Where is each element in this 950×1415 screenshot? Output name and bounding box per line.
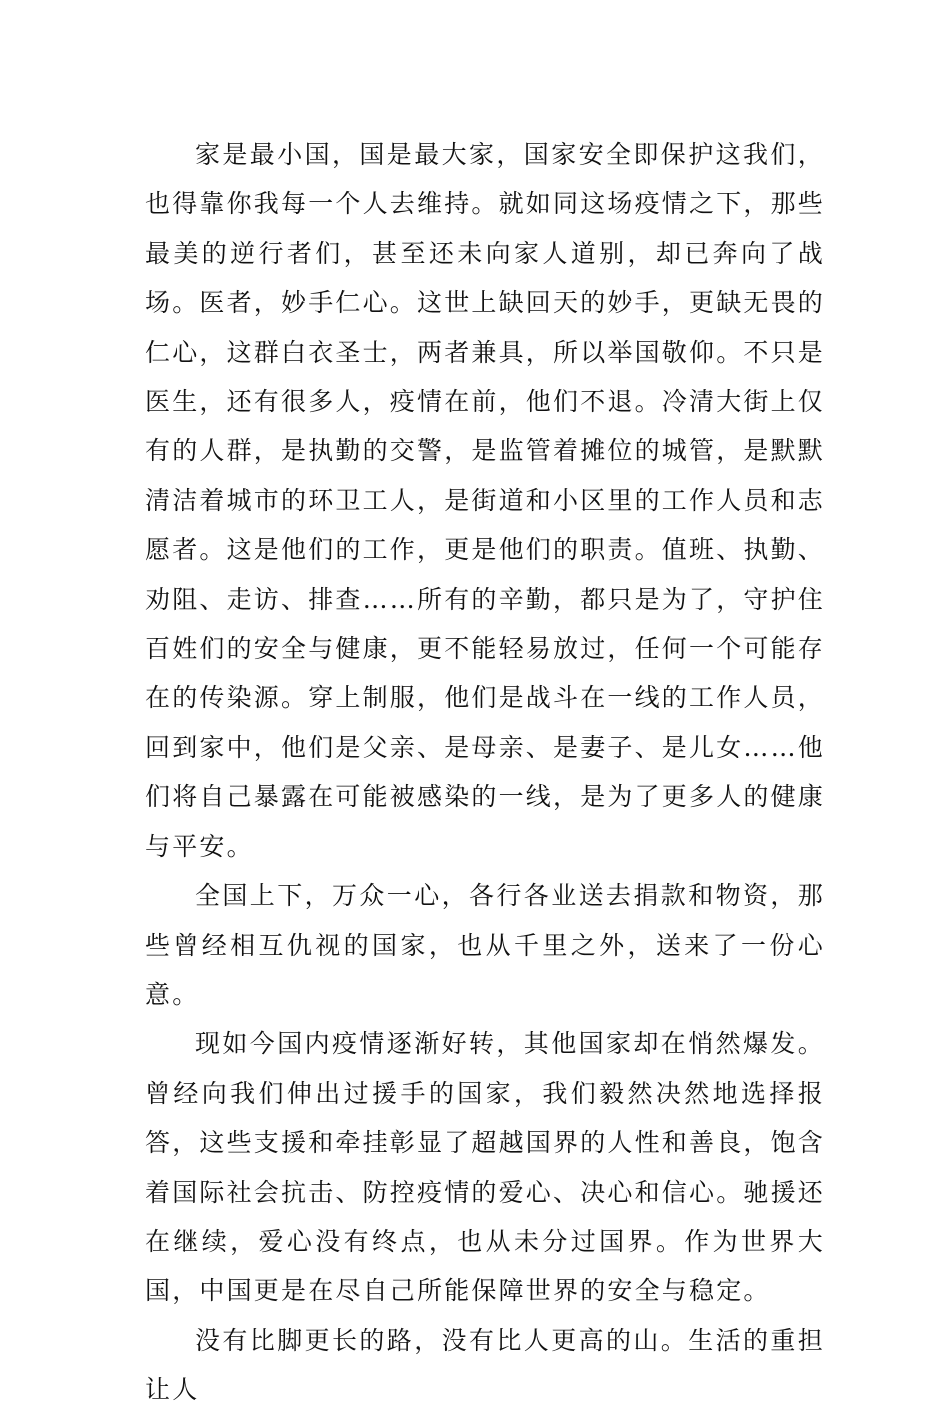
paragraph-3: 现如今国内疫情逐渐好转，其他国家却在悄然爆发。曾经向我们伸出过援手的国家，我们毅然决然地选择报答，这些支援和牵挂彰显了超越国界的人性和善良，饱含着国际社会抗击、防控疫情的爱心、决心和信心。驰援还在继续，爱心没有终点，也从未分过国界。作为世界大国，中国更是在尽自己所能保障世界的安全与稳定。 (145, 1029, 826, 1306)
paragraph-4: 没有比脚更长的路，没有比人更高的山。生活的重担让人 (145, 1325, 825, 1405)
document-body (145, 130, 825, 1415)
paragraph-1: 家是最小国，国是最大家，国家安全即保护这我们，也得靠你我每一个人去维持。就如同这场疫情之下，那些最美的逆行者们，甚至还未向家人道别，却已奔向了战场。医者，妙手仁心。这世上缺回天的妙手，更缺无畏的仁心，这群白衣圣士，两者兼具，所以举国敬仰。不只是医生，还有很多人，疫情在前，他们不退。冷清大街上仅有的人群，是执勤的交警，是监管着摊位的城管，是默默清洁着城市的环卫工人，是街道和小区里的工作人员和志愿者。这是他们的工作，更是他们的职责。值班、执勤、劝阻、走访、排查……所有的辛勤，都只是为了，守护住百姓们的安全与健康，更不能轻易放过，任何一个可能存在的传染源。穿上制服，他们是战斗在一线的工作人员，回到家中，他们是父亲、是母亲、是妻子、是儿女……他们将自己暴露在可能被感染的一线，是为了更多人的健康与平安。 (145, 140, 826, 861)
paragraph-2: 全国上下，万众一心，各行各业送去捐款和物资，那些曾经相互仇视的国家，也从千里之外，送来了一份心意。 (145, 881, 825, 1009)
